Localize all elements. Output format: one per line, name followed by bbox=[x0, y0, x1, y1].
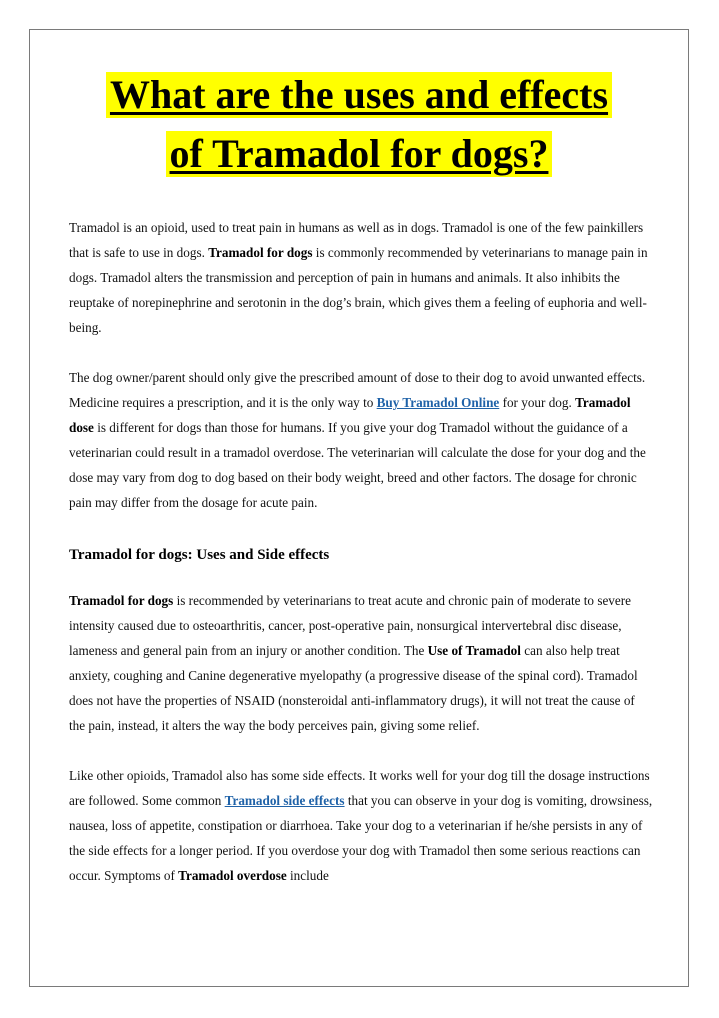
text-run: for your dog. bbox=[499, 395, 576, 410]
bold-term: Tramadol overdose bbox=[178, 868, 287, 883]
section-heading: Tramadol for dogs: Uses and Side effects bbox=[69, 547, 330, 563]
paragraph-dosage bbox=[69, 365, 654, 515]
title-line-2: of Tramadol for dogs? bbox=[166, 131, 553, 177]
text-run: is recommended by veterinarians to treat acute and chronic pain of moderate to severe intensity caused due to osteoarthritis, cancer, post-operative pain, nonsurgical intervertebral disc disease, lameness and general pain from an injury or another condition. The bbox=[69, 593, 632, 658]
text-run: is commonly recommended by veterinarians to manage pain in dogs. Tramadol alters the transmission and perception of pain in humans and animals. It also inhibits the reuptake of norepinephrine and serotonin in the dog’s brain, which gives them a feeling of euphoria and well-being. bbox=[69, 245, 648, 335]
paragraph-intro bbox=[69, 215, 654, 340]
buy-tramadol-online-link[interactable]: Buy Tramadol Online bbox=[376, 395, 500, 410]
document-page bbox=[29, 29, 689, 987]
bold-term: Tramadol dose bbox=[69, 395, 631, 435]
text-run: can also help treat anxiety, coughing and Canine degenerative myelopathy (a progressive disease of the spinal cord). Tramadol does not have the properties of NSAID (nonsteroidal anti-inflammatory drugs), it will not treat the cause of the pain, instead, it alters the way the body perceives pain, giving some relief. bbox=[69, 643, 638, 733]
text-run: Tramadol is an opioid, used to treat pain in humans as well as in dogs. Tramadol is one of the few painkillers that is safe to use in dogs. bbox=[69, 220, 644, 260]
text-run: that you can observe in your dog is vomiting, drowsiness, nausea, loss of appetite, constipation or diarrhoea. Take your dog to a veterinarian if he/she persists in any of the side effects for a longer period. If you overdose your dog with Tramadol then some serious reactions can occur. Symptoms of bbox=[69, 793, 653, 883]
bold-term: Tramadol for dogs bbox=[69, 593, 174, 608]
bold-term: Tramadol for dogs bbox=[208, 245, 313, 260]
bold-term: Use of Tramadol bbox=[427, 643, 521, 658]
article-body bbox=[69, 215, 654, 888]
paragraph-uses bbox=[69, 588, 654, 738]
text-run: include bbox=[286, 868, 329, 883]
text-run: The dog owner/parent should only give the prescribed amount of dose to their dog to avoid unwanted effects. Medicine requires a prescription, and it is the only way to bbox=[69, 370, 646, 410]
page-title bbox=[30, 72, 688, 177]
title-line-1: What are the uses and effects bbox=[106, 72, 612, 118]
text-run: is different for dogs than those for humans. If you give your dog Tramadol without the guidance of a veterinarian could result in a tramadol overdose. The veterinarian will calculate the dose for your dog and the dose may vary from dog to dog based on their body weight, breed and other factors. The dosage for chronic pain may differ from the dosage for acute pain. bbox=[69, 420, 646, 510]
tramadol-side-effects-link[interactable]: Tramadol side effects bbox=[224, 793, 345, 808]
paragraph-side-effects bbox=[69, 763, 654, 888]
text-run: Like other opioids, Tramadol also has some side effects. It works well for your dog till the dosage instructions are followed. Some common bbox=[69, 768, 650, 808]
